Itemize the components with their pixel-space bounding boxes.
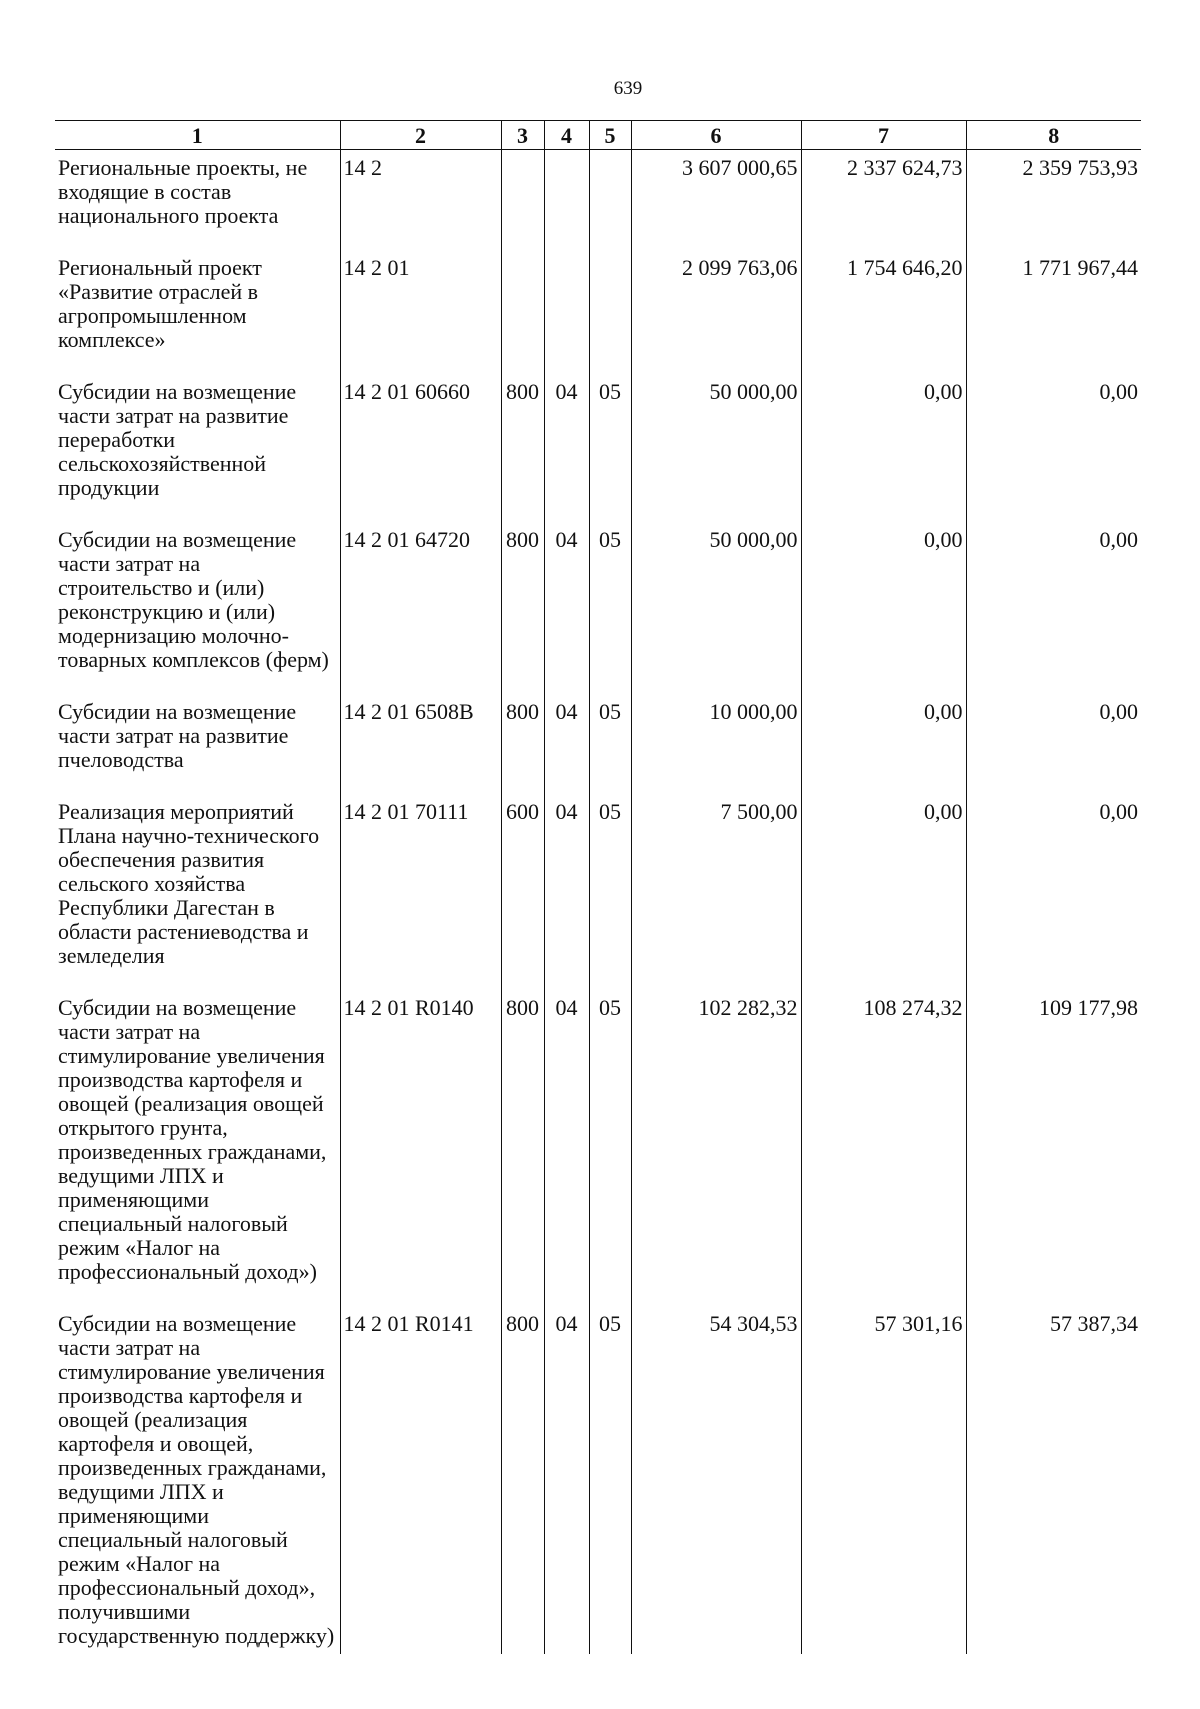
- row-value-8: 57 387,34: [966, 1306, 1141, 1654]
- table-row: [55, 990, 1141, 1306]
- row-value-8: 1 771 967,44: [966, 250, 1141, 374]
- row-col-3: 800: [501, 374, 544, 522]
- row-value-8: 0,00: [966, 374, 1141, 522]
- row-value-6: 3 607 000,65: [631, 150, 801, 251]
- table-row: [55, 1306, 1141, 1654]
- row-col-3: 800: [501, 990, 544, 1306]
- row-code: 14 2 01 6508В: [340, 694, 501, 794]
- column-header-2: 2: [340, 121, 501, 150]
- row-value-7: 2 337 624,73: [801, 150, 966, 251]
- column-header-5: 5: [589, 121, 631, 150]
- table-row: [55, 374, 1141, 522]
- row-value-6: 50 000,00: [631, 522, 801, 694]
- row-value-8: 0,00: [966, 522, 1141, 694]
- row-value-8: 2 359 753,93: [966, 150, 1141, 251]
- table-row: [55, 794, 1141, 990]
- column-header-1: 1: [55, 121, 340, 150]
- row-col-5: 05: [589, 522, 631, 694]
- row-value-6: 102 282,32: [631, 990, 801, 1306]
- row-value-7: 0,00: [801, 694, 966, 794]
- row-code: 14 2 01 60660: [340, 374, 501, 522]
- row-col-3: [501, 250, 544, 374]
- row-col-3: 800: [501, 694, 544, 794]
- table-row: [55, 250, 1141, 374]
- row-name: Субсидии на возмещение части затрат на развитие пчеловодства: [58, 699, 297, 772]
- row-code: 14 2 01 70111: [340, 794, 501, 990]
- row-value-7: 0,00: [801, 794, 966, 990]
- row-col-5: 05: [589, 1306, 631, 1654]
- row-value-6: 10 000,00: [631, 694, 801, 794]
- row-value-6: 2 099 763,06: [631, 250, 801, 374]
- row-col-4: [544, 150, 589, 251]
- row-name: Региональный проект «Развитие отраслей в агропромышленном комплексе»: [58, 255, 262, 352]
- row-col-3: 800: [501, 1306, 544, 1654]
- row-col-4: 04: [544, 374, 589, 522]
- table-row: [55, 522, 1141, 694]
- row-code: 14 2 01 R0140: [340, 990, 501, 1306]
- table-row: [55, 694, 1141, 794]
- row-name: Региональные проекты, не входящие в состав национального проекта: [58, 155, 308, 228]
- row-value-8: 109 177,98: [966, 990, 1141, 1306]
- row-value-7: 1 754 646,20: [801, 250, 966, 374]
- row-col-3: [501, 150, 544, 251]
- column-header-7: 7: [801, 121, 966, 150]
- row-value-7: 57 301,16: [801, 1306, 966, 1654]
- page-number: 639: [613, 78, 643, 99]
- row-col-4: 04: [544, 1306, 589, 1654]
- row-name: Субсидии на возмещение части затрат на стимулирование увеличения производства картофеля и овощей (реализация овощей открытого грунта, произведенных гражданами, ведущими ЛПХ и применяющими специальный налоговый режим «Налог на профессиональный доход»): [58, 995, 327, 1284]
- column-header-4: 4: [544, 121, 589, 150]
- table-row: [55, 150, 1141, 251]
- row-col-3: 600: [501, 794, 544, 990]
- row-value-7: 0,00: [801, 522, 966, 694]
- row-col-4: 04: [544, 694, 589, 794]
- row-col-4: 04: [544, 522, 589, 694]
- row-col-4: 04: [544, 990, 589, 1306]
- row-name: Субсидии на возмещение части затрат на строительство и (или) реконструкцию и (или) модернизацию молочно-товарных комплексов (ферм): [58, 527, 329, 672]
- row-value-8: 0,00: [966, 794, 1141, 990]
- row-col-3: 800: [501, 522, 544, 694]
- row-code: 14 2 01 R0141: [340, 1306, 501, 1654]
- row-col-5: 05: [589, 794, 631, 990]
- row-value-7: 0,00: [801, 374, 966, 522]
- row-code: 14 2 01 64720: [340, 522, 501, 694]
- column-header-3: 3: [501, 121, 544, 150]
- row-name: Субсидии на возмещение части затрат на стимулирование увеличения производства картофеля и овощей (реализация картофеля и овощей, произведенных гражданами, ведущими ЛПХ и применяющими специальный налоговый режим «Налог на профессиональный доход», получившими государственную поддержку): [58, 1311, 335, 1648]
- row-name: Реализация мероприятий Плана научно-технического обеспечения развития сельского хозяйства Республики Дагестан в области растениеводства и земледелия: [58, 799, 320, 968]
- row-value-6: 54 304,53: [631, 1306, 801, 1654]
- row-col-5: 05: [589, 990, 631, 1306]
- row-name: Субсидии на возмещение части затрат на развитие переработки сельскохозяйственной продукции: [58, 379, 297, 500]
- row-col-5: 05: [589, 694, 631, 794]
- row-code: 14 2: [340, 150, 501, 251]
- row-value-7: 108 274,32: [801, 990, 966, 1306]
- row-value-8: 0,00: [966, 694, 1141, 794]
- row-value-6: 50 000,00: [631, 374, 801, 522]
- row-col-4: 04: [544, 794, 589, 990]
- column-header-6: 6: [631, 121, 801, 150]
- budget-table: [55, 120, 1141, 1654]
- row-col-4: [544, 250, 589, 374]
- row-col-5: 05: [589, 374, 631, 522]
- column-header-8: 8: [966, 121, 1141, 150]
- table-header-row: [55, 121, 1141, 150]
- row-code: 14 2 01: [340, 250, 501, 374]
- row-col-5: [589, 250, 631, 374]
- row-col-5: [589, 150, 631, 251]
- row-value-6: 7 500,00: [631, 794, 801, 990]
